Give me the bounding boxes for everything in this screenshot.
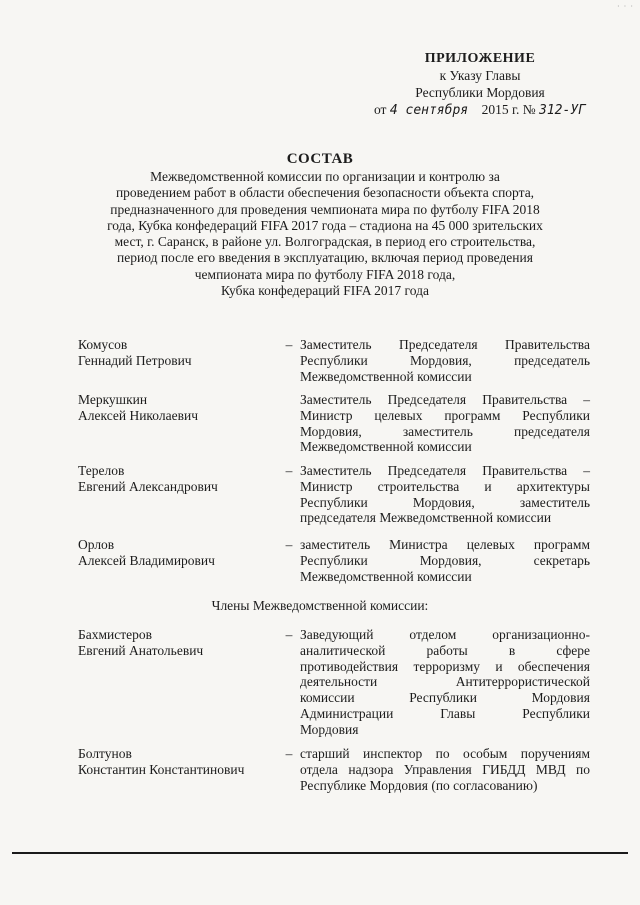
person-name <box>78 337 278 369</box>
person-name <box>78 537 278 569</box>
decree-number-label: № <box>522 102 536 117</box>
person-position <box>300 463 590 526</box>
position-line: комиссии Республики Мордовия <box>300 690 590 706</box>
position-line: заместитель Министра целевых программ <box>300 537 590 552</box>
subtitle-line: мест, г. Саранск, в районе ул. Волгоградская, в период его строительства, <box>114 234 536 250</box>
person-surname: Терелов <box>78 463 125 478</box>
position-line: Заведующий отделом организационно- <box>300 627 590 642</box>
entry-dash: – <box>285 463 293 478</box>
appendix-line-republic: Республики Мордовия <box>415 85 545 100</box>
position-line: Республики Мордовия, секретарь <box>300 552 590 568</box>
person-given-name: Геннадий Петрович <box>78 352 192 368</box>
decree-prefix: от <box>373 102 387 117</box>
person-surname: Комусов <box>78 337 128 352</box>
person-surname: Орлов <box>78 537 115 552</box>
position-line: противодействия терроризму и обеспечения <box>300 658 590 674</box>
subtitle-line: года, Кубка конфедераций FIFA 2017 года – стадиона на 45 000 зрительских <box>107 217 543 233</box>
position-line: Министр целевых программ Республики <box>300 407 590 423</box>
entry-dash: – <box>285 537 293 552</box>
subtitle-line: предназначенного для проведения чемпионата мира по футболу FIFA 2018 <box>110 201 540 217</box>
decree-year: 2015 г. <box>481 102 520 117</box>
subtitle-line: проведением работ в области обеспечения безопасности объекта спорта, <box>115 185 535 201</box>
position-line: Межведомственной комиссии <box>300 439 472 455</box>
appendix-header <box>350 50 610 119</box>
position-line: Республики Мордовия, председатель <box>300 352 590 368</box>
person-given-name: Константин Константинович <box>78 761 245 777</box>
position-line: Межведомственной комиссии <box>300 568 472 584</box>
entry-dash: – <box>285 337 293 352</box>
position-line: старший инспектор по особым поручениям <box>300 746 590 761</box>
position-line: Мордовия <box>300 721 359 737</box>
position-line: Мордовия, заместитель председателя <box>300 423 590 439</box>
corner-mark: · · · <box>617 2 634 11</box>
person-position <box>300 392 590 455</box>
position-line: председателя Межведомственной комиссии <box>300 510 552 526</box>
subtitle-line: чемпионата мира по футболу FIFA 2018 года, <box>194 266 456 282</box>
person-position <box>300 337 590 384</box>
person-given-name: Алексей Владимирович <box>78 552 215 568</box>
members-heading: Члены Межведомственной комиссии: <box>211 598 429 613</box>
person-name <box>78 463 278 495</box>
subtitle-line: Межведомственной комиссии по организации и контролю за <box>150 169 500 184</box>
person-given-name: Евгений Александрович <box>78 478 218 494</box>
entry-dash: – <box>285 627 293 642</box>
person-surname: Бахмистеров <box>78 627 153 642</box>
person-given-name: Алексей Николаевич <box>78 407 198 423</box>
appendix-line-decree-of: к Указу Главы <box>439 68 521 83</box>
appendix-title: ПРИЛОЖЕНИЕ <box>424 51 536 66</box>
position-line: Межведомственной комиссии <box>300 368 472 384</box>
position-line: Администрации Главы Республики <box>300 705 590 721</box>
position-line: Заместитель Председателя Правительства <box>300 337 590 352</box>
person-position <box>300 537 590 584</box>
subtitle-line: Кубка конфедераций FIFA 2017 года <box>221 283 429 299</box>
position-line: Министр строительства и архитектуры <box>300 478 590 494</box>
position-line: деятельности Антитеррористической <box>300 674 590 690</box>
position-line: аналитической работы в сфере <box>300 642 590 658</box>
decree-date-line <box>350 101 610 119</box>
subtitle-line: период после его введения в эксплуатацию, включая период проведения <box>117 250 533 266</box>
decree-date: 4 сентября <box>389 103 469 118</box>
person-name <box>78 392 278 424</box>
position-line: Республики Мордовия, заместитель <box>300 494 590 510</box>
person-surname: Меркушкин <box>78 392 148 407</box>
decree-number: 312-УГ <box>539 103 586 118</box>
document-heading: СОСТАВ <box>286 151 354 167</box>
entry-dash: – <box>285 746 293 761</box>
page-bottom-rule <box>12 852 628 854</box>
position-line: Заместитель Председателя Правительства – <box>300 392 590 407</box>
person-given-name: Евгений Анатольевич <box>78 642 204 658</box>
position-line: Республике Мордовия (по согласованию) <box>300 777 538 793</box>
person-position <box>300 746 590 793</box>
person-name <box>78 746 278 778</box>
person-position <box>300 627 590 738</box>
position-line: Заместитель Председателя Правительства – <box>300 463 590 478</box>
person-surname: Болтунов <box>78 746 132 761</box>
person-name <box>78 627 278 659</box>
position-line: отдела надзора Управления ГИБДД МВД по <box>300 761 590 777</box>
document-subtitle <box>70 169 580 299</box>
